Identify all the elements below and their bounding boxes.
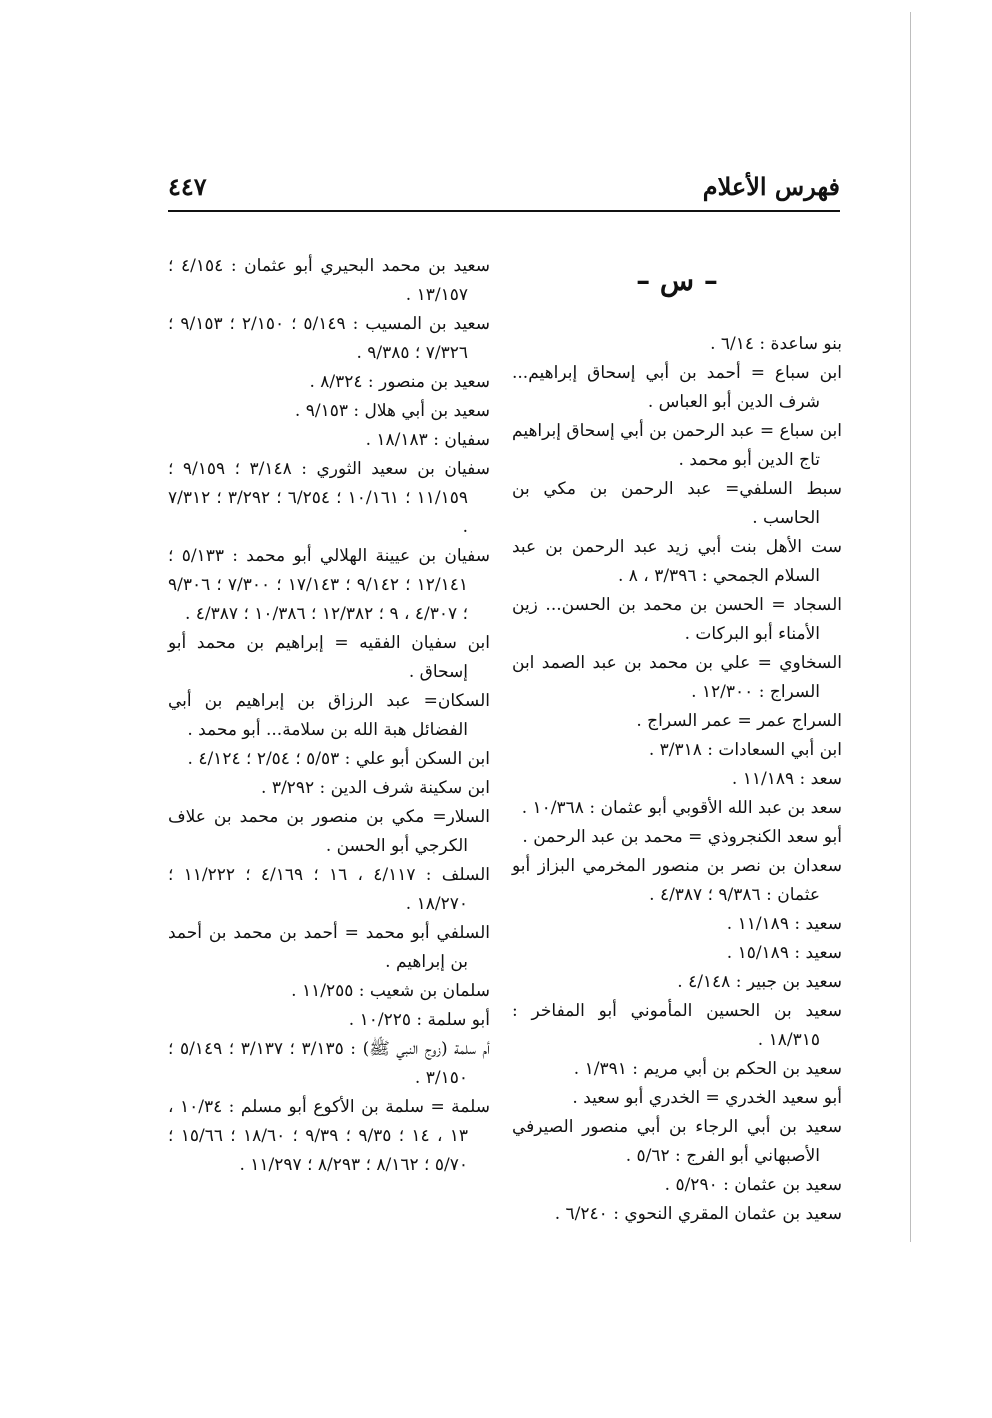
index-entry: السجاد = الحسن بن محمد بن الحسن... زين الأمناء أبو البركات . xyxy=(512,595,842,644)
index-entry: أبو سلمة : ١٠/٢٢٥ . xyxy=(348,1010,490,1030)
index-entry: سعيد بن الحسين المأموني أبو المفاخر : ١٨/٣١٥ . xyxy=(512,1001,842,1050)
index-entry: السخاوي = علي بن محمد بن عبد الصمد ابن السراج : ١٢/٣٠٠ . xyxy=(512,653,842,702)
index-entry: السلف : ٤/١١٧ ، ١٦ ؛ ٤/١٦٩ ؛ ١١/٢٢٢ ؛ ١٨/٢٧٠ . xyxy=(168,865,491,914)
page-title: فهرس الأعلام xyxy=(702,172,840,201)
page-header xyxy=(168,168,840,208)
index-entry: السلفي أبو محمد = أحمد بن محمد بن أحمد بن إبراهيم . xyxy=(168,923,490,972)
index-entry: سفيان بن سعيد الثوري : ٣/١٤٨ ؛ ٩/١٥٩ ؛ ١١/١٥٩ ؛ ١٠/١٦١ ؛ ٦/٢٥٤ ؛ ٣/٢٩٢ ؛ ٧/٣١٢ . xyxy=(168,459,491,537)
scan-margin-line xyxy=(910,12,911,1242)
index-column-right xyxy=(512,252,842,1229)
entries-right xyxy=(512,330,842,1229)
index-entry: ابن سفيان الفقيه = إبراهيم بن محمد أبو إسحاق . xyxy=(168,633,490,682)
index-entry: سعد : ١١/١٨٩ . xyxy=(731,769,842,789)
index-entry: سعيد بن عثمان : ٥/٢٩٠ . xyxy=(664,1175,842,1195)
index-entry: سلمان بن شعيب : ١١/٢٥٥ . xyxy=(291,981,490,1001)
index-entry: سفيان بن عيينة الهلالي أبو محمد : ٥/١٣٣ ؛ ١٢/١٤١ ؛ ٩/١٤٢ ؛ ١٧/١٤٣ ؛ ٧/٣٠٠ ؛ ٩/٣٠٦ ؛ ٤/٣٠٧ ، ٩ ؛ ١٢/٣٨٢ ؛ ١٠/٣٨٦ ؛ ٤/٣٨٧ . xyxy=(168,546,491,624)
index-entry: أبو سعد الكنجروذي = محمد بن عبد الرحمن . xyxy=(522,827,842,847)
index-entry: سعيد بن عثمان المقري النحوي : ٦/٢٤٠ . xyxy=(554,1204,842,1224)
section-letter: – س – xyxy=(636,264,718,297)
index-entry: سعيد بن الحكم بن أبي مريم : ١/٣٩١ . xyxy=(573,1059,842,1079)
index-entry: أبو سعيد الخدري = الخدري أبو سعيد . xyxy=(572,1088,842,1108)
index-entry: ابن سباع = عبد الرحمن بن أبي إسحاق إبراهيم تاج الدين أبو محمد . xyxy=(512,421,842,470)
index-entry: ابن السكن أبو علي : ٥/٥٣ ؛ ٢/٥٤ ؛ ٤/١٢٤ . xyxy=(187,749,490,769)
index-entry: السلار= مكي بن منصور بن محمد بن علاف الكرجي أبو الحسن . xyxy=(168,807,490,856)
index-entry: ابن سكينة شرف الدين : ٣/٢٩٢ . xyxy=(261,778,490,798)
index-entry: سعيد : ١٥/١٨٩ . xyxy=(726,943,842,963)
index-entry: سعيد بن أبي هلال : ٩/١٥٣ . xyxy=(294,401,490,421)
entries-left xyxy=(168,252,490,1180)
index-entry: سعيد بن أبي الرجاء بن أبي منصور الصيرفي الأصبهاني أبو الفرج : ٥/٦٢ . xyxy=(512,1117,842,1166)
index-entry: أم سلمة (زوج النبي ﷺ) : ٣/١٣٥ ؛ ٣/١٣٧ ؛ ٥/١٤٩ ؛ ٣/١٥٠ . xyxy=(168,1039,490,1088)
index-entry: ابن أبي السعادات : ٣/٣١٨ . xyxy=(648,740,842,760)
index-entry: سعيد بن محمد البحيري أبو عثمان : ٤/١٥٤ ؛ ١٣/١٥٧ . xyxy=(168,256,490,305)
index-entry: سعيد بن جبير : ٤/١٤٨ . xyxy=(677,972,842,992)
index-entry: سبط السلفي= عبد الرحمن بن مكي بن الحاسب . xyxy=(512,479,842,528)
index-entry: سعيد : ١١/١٨٩ . xyxy=(726,914,842,934)
index-entry: بنو ساعدة : ٦/١٤ . xyxy=(710,334,842,354)
index-entry: سعدان بن نصر بن منصور المخرمي البزاز أبو عثمان : ٩/٣٨٦ ؛ ٤/٣٨٧ . xyxy=(512,856,842,905)
index-entry: سلمة = سلمة بن الأكوع أبو مسلم : ١٠/٣٤ ، ١٣ ، ١٤ ؛ ٩/٣٥ ؛ ٩/٣٩ ؛ ١٨/٦٠ ؛ ١٥/٦٦ ؛ ٥/٧٠ ؛ ٨/١٦٢ ؛ ٨/٢٩٣ ؛ ١١/٢٩٧ . xyxy=(168,1097,490,1175)
index-entry: سعيد بن منصور : ٨/٣٢٤ . xyxy=(309,372,490,392)
index-entry: السراج عمر = عمر السراج . xyxy=(636,711,842,731)
index-entry: السكان= عبد الرزاق بن إبراهيم بن أبي الفضائل هبة الله بن سلامة... أبو محمد . xyxy=(168,691,490,740)
index-column-left xyxy=(168,252,490,1180)
index-entry: سعد بن عبد الله الأقوبي أبو عثمان : ١٠/٣٦٨ . xyxy=(521,798,842,818)
index-entry: ست الأهل بنت أبي زيد عبد الرحمن بن عبد السلام الجمحي : ٣/٣٩٦ ، ٨ . xyxy=(512,537,842,586)
page-number: ٤٤٧ xyxy=(168,172,207,201)
index-entry: سفيان : ١٨/١٨٣ . xyxy=(365,430,490,450)
header-rule xyxy=(168,210,840,212)
index-entry: سعيد بن المسيب : ٥/١٤٩ ؛ ٢/١٥٠ ؛ ٩/١٥٣ ؛ ٧/٣٢٦ ؛ ٩/٣٨٥ . xyxy=(168,314,491,363)
index-entry: ابن سباع = أحمد بن أبي إسحاق إبراهيم... شرف الدين أبو العباس . xyxy=(512,363,842,412)
